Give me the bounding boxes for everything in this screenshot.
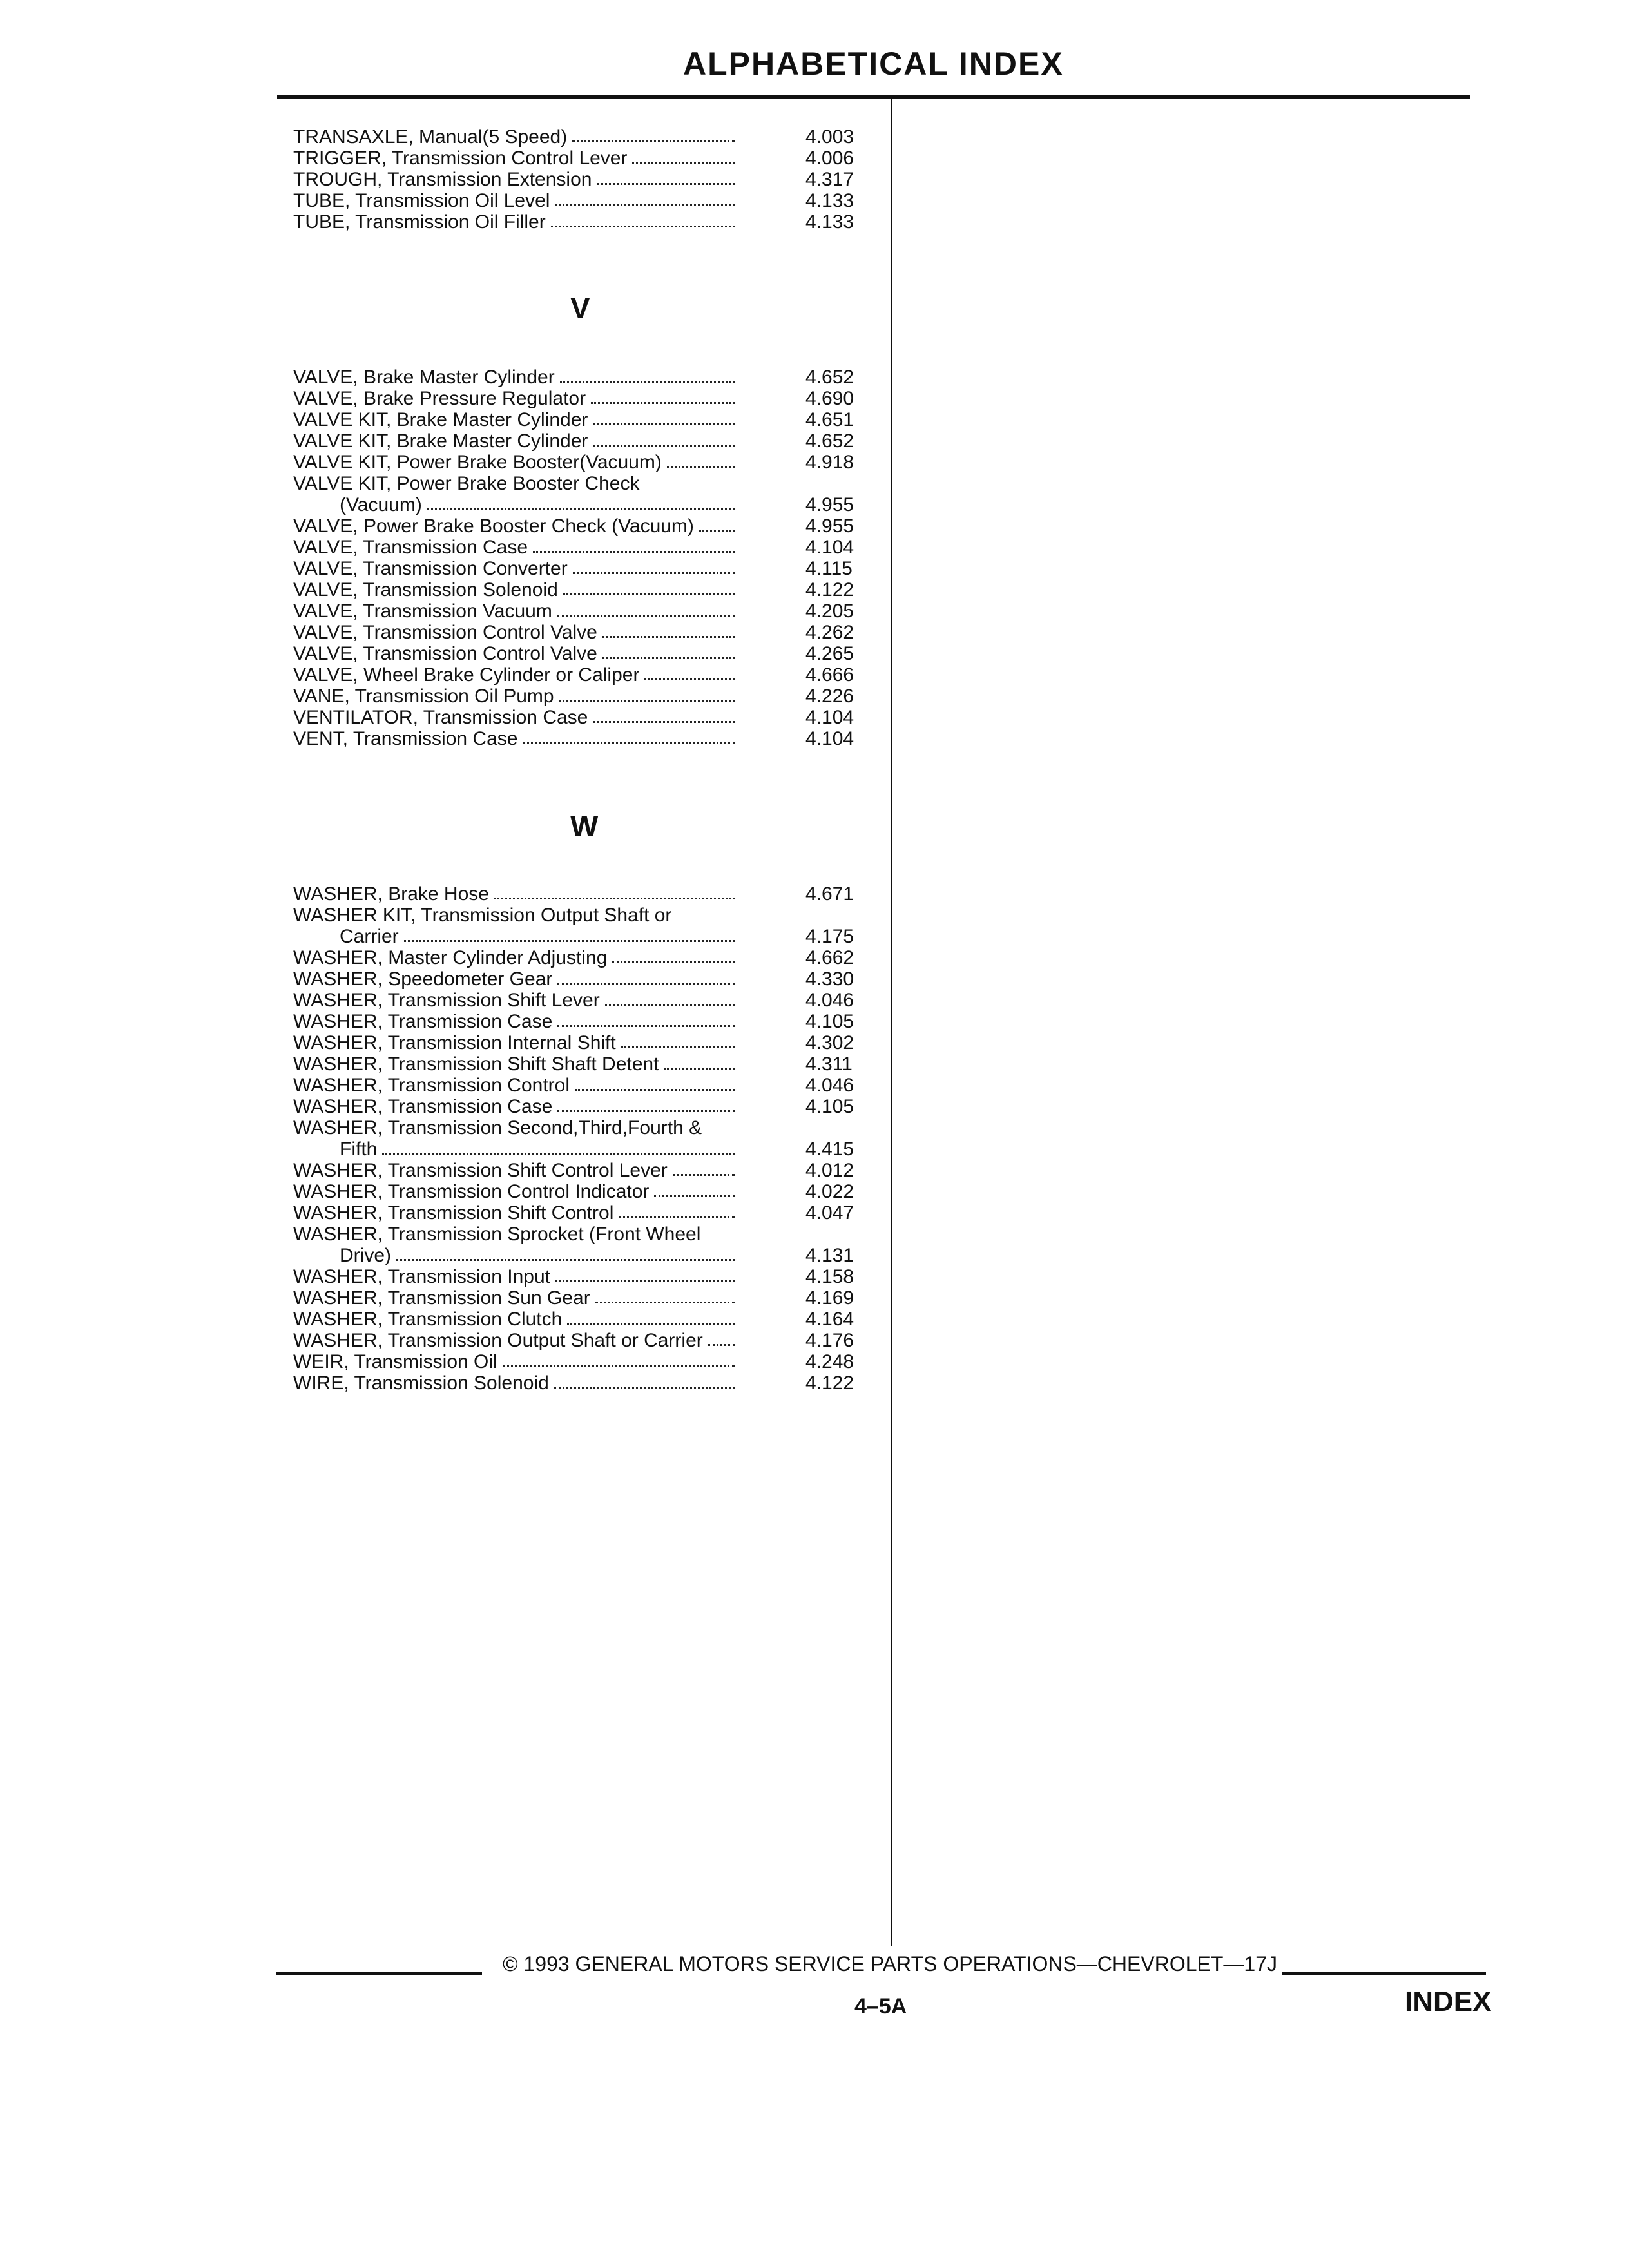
index-entry-page: 4.169 xyxy=(805,1287,854,1309)
dot-leader xyxy=(593,423,735,425)
index-entry xyxy=(293,579,880,601)
index-entry-text: VALVE KIT, Brake Master Cylinder xyxy=(293,409,588,430)
index-entry xyxy=(293,430,880,452)
index-entry-page: 4.122 xyxy=(805,579,854,601)
index-entry-page: 4.022 xyxy=(805,1181,854,1202)
index-entry-text: VALVE, Transmission Control Valve xyxy=(293,622,597,643)
dot-leader xyxy=(593,721,735,723)
index-entry xyxy=(293,148,880,169)
index-entry-page: 4.122 xyxy=(805,1372,854,1394)
index-entry xyxy=(293,1053,880,1075)
index-entry-text: WASHER, Transmission Shift Lever xyxy=(293,990,600,1011)
dot-leader xyxy=(533,551,735,553)
dot-leader xyxy=(575,1089,735,1091)
dot-leader xyxy=(557,1110,735,1112)
index-entry xyxy=(293,1372,880,1394)
index-entry xyxy=(293,452,880,473)
index-entry-text: WASHER, Master Cylinder Adjusting xyxy=(293,947,608,968)
index-entry-text: VALVE KIT, Power Brake Booster Check xyxy=(293,473,640,494)
index-entry xyxy=(293,190,880,211)
index-entry-text: TUBE, Transmission Oil Filler xyxy=(293,211,546,233)
dot-leader xyxy=(523,742,735,744)
index-entry xyxy=(293,622,880,643)
index-entry-page: 4.164 xyxy=(805,1309,854,1330)
index-entry-text: WASHER, Speedometer Gear xyxy=(293,968,553,990)
footer-copyright: © 1993 GENERAL MOTORS SERVICE PARTS OPERATIONS—CHEVROLET—17J xyxy=(503,1952,1277,1975)
index-entry-text: TROUGH, Transmission Extension xyxy=(293,169,592,190)
index-entry xyxy=(293,1096,880,1117)
index-entry-page: 4.330 xyxy=(805,968,854,990)
index-entry xyxy=(293,558,880,579)
index-entry xyxy=(293,1160,880,1181)
index-entry-page: 4.115 xyxy=(805,558,853,579)
index-entry-page: 4.311 xyxy=(805,1053,853,1075)
dot-leader xyxy=(551,226,735,227)
column-divider xyxy=(891,97,892,1946)
dot-leader xyxy=(557,983,735,985)
dot-leader xyxy=(597,183,735,185)
index-entry-page: 4.175 xyxy=(805,926,854,947)
dot-leader xyxy=(494,898,735,899)
index-entry xyxy=(293,169,880,190)
index-entry-page: 4.105 xyxy=(805,1096,854,1117)
dot-leader xyxy=(573,572,735,574)
dot-leader xyxy=(396,1259,735,1261)
index-entry xyxy=(293,1011,880,1032)
dot-leader xyxy=(560,381,735,383)
index-entry-text: VALVE, Brake Pressure Regulator xyxy=(293,388,586,409)
index-entry xyxy=(293,1330,880,1351)
dot-leader xyxy=(555,204,735,206)
index-entry-text: WASHER, Transmission Shift Control xyxy=(293,1202,614,1224)
dot-leader xyxy=(644,678,735,680)
index-entry-page: 4.006 xyxy=(805,148,854,169)
dot-leader xyxy=(612,961,735,963)
index-entry xyxy=(293,494,880,515)
index-entry xyxy=(293,1309,880,1330)
index-entry xyxy=(293,1266,880,1287)
dot-leader xyxy=(699,530,735,532)
index-entry-text: WASHER, Transmission Shift Control Lever xyxy=(293,1160,668,1181)
index-entry xyxy=(293,1075,880,1096)
header-rule xyxy=(277,95,1470,99)
index-entry-page: 4.133 xyxy=(805,190,854,211)
index-entry xyxy=(293,1181,880,1202)
index-entry-text: WASHER, Transmission Case xyxy=(293,1011,553,1032)
index-entry-page: 4.226 xyxy=(805,686,854,707)
page-number: 4–5A xyxy=(854,1994,907,2019)
index-entry-page: 4.003 xyxy=(805,126,854,148)
dot-leader xyxy=(593,445,735,447)
index-group-w xyxy=(293,883,880,1394)
index-entry-page: 4.133 xyxy=(805,211,854,233)
dot-leader xyxy=(664,1068,735,1070)
dot-leader xyxy=(591,402,735,404)
index-entry-page: 4.131 xyxy=(805,1245,854,1266)
index-entry-text: WASHER, Transmission Second,Third,Fourth & xyxy=(293,1117,702,1139)
index-entry xyxy=(293,1351,880,1372)
index-entry xyxy=(293,643,880,664)
index-entry-page: 4.955 xyxy=(805,494,854,515)
dot-leader xyxy=(427,508,735,510)
index-entry-continuation: Fifth xyxy=(340,1139,378,1160)
dot-leader xyxy=(605,1004,735,1006)
index-entry-text: WASHER, Transmission Control xyxy=(293,1075,570,1096)
index-entry-text: VENT, Transmission Case xyxy=(293,728,518,749)
index-entry xyxy=(293,1032,880,1053)
dot-leader xyxy=(602,636,735,638)
index-entry-text: WASHER, Transmission Input xyxy=(293,1266,551,1287)
index-column xyxy=(293,126,880,1394)
index-entry-text: WASHER, Transmission Case xyxy=(293,1096,553,1117)
index-entry xyxy=(293,388,880,409)
index-entry-page: 4.415 xyxy=(805,1139,854,1160)
index-entry-text: TUBE, Transmission Oil Level xyxy=(293,190,550,211)
index-entry-text: VALVE, Transmission Converter xyxy=(293,558,568,579)
footer-rule-left xyxy=(276,1972,482,1975)
dot-leader xyxy=(667,466,735,468)
index-entry-page: 4.918 xyxy=(805,452,854,473)
index-entry xyxy=(293,968,880,990)
index-entry xyxy=(293,707,880,728)
index-entry-page: 4.690 xyxy=(805,388,854,409)
index-entry xyxy=(293,1202,880,1224)
index-entry-page: 4.666 xyxy=(805,664,854,686)
index-entry-page: 4.955 xyxy=(805,515,854,537)
index-entry-page: 4.104 xyxy=(805,707,854,728)
index-entry-page: 4.262 xyxy=(805,622,854,643)
dot-leader xyxy=(673,1174,735,1176)
index-entry-page: 4.046 xyxy=(805,990,854,1011)
index-entry xyxy=(293,1287,880,1309)
index-entry-text: VENTILATOR, Transmission Case xyxy=(293,707,588,728)
dot-leader xyxy=(503,1365,735,1367)
index-entry-continuation: Drive) xyxy=(340,1245,391,1266)
index-entry-text: VALVE, Transmission Solenoid xyxy=(293,579,558,601)
dot-leader xyxy=(621,1046,735,1048)
index-entry xyxy=(293,1245,880,1266)
index-entry-page: 4.265 xyxy=(805,643,854,664)
dot-leader xyxy=(654,1195,735,1197)
index-entry-text: TRANSAXLE, Manual(5 Speed) xyxy=(293,126,568,148)
index-entry-page: 4.652 xyxy=(805,430,854,452)
index-entry-text: VALVE, Brake Master Cylinder xyxy=(293,367,555,388)
page-title: ALPHABETICAL INDEX xyxy=(683,46,1064,82)
entry-list-t xyxy=(293,126,880,233)
index-entry-page: 4.302 xyxy=(805,1032,854,1053)
dot-leader xyxy=(708,1344,735,1346)
index-entry-page: 4.662 xyxy=(805,947,854,968)
section-label: INDEX xyxy=(1405,1986,1492,2017)
index-entry-text: WASHER, Transmission Internal Shift xyxy=(293,1032,616,1053)
footer-rule-right xyxy=(1282,1972,1486,1975)
index-entry-text: VALVE, Transmission Vacuum xyxy=(293,601,552,622)
index-entry-page: 4.104 xyxy=(805,728,854,749)
index-entry xyxy=(293,601,880,622)
index-entry-page: 4.317 xyxy=(805,169,854,190)
index-entry-page: 4.176 xyxy=(805,1330,854,1351)
index-entry-page: 4.158 xyxy=(805,1266,854,1287)
index-entry xyxy=(293,211,880,233)
dot-leader xyxy=(595,1302,735,1303)
index-entry xyxy=(293,1139,880,1160)
dot-leader xyxy=(404,940,735,942)
index-entry xyxy=(293,926,880,947)
dot-leader xyxy=(619,1216,735,1218)
index-entry-page: 4.205 xyxy=(805,601,854,622)
index-entry-text: WIRE, Transmission Solenoid xyxy=(293,1372,549,1394)
index-entry-page: 4.652 xyxy=(805,367,854,388)
index-entry-page: 4.046 xyxy=(805,1075,854,1096)
section-letter-w: W xyxy=(570,809,599,843)
index-entry-text: TRIGGER, Transmission Control Lever xyxy=(293,148,628,169)
index-entry-text: WASHER, Transmission Sun Gear xyxy=(293,1287,590,1309)
index-entry-page: 4.651 xyxy=(805,409,854,430)
index-entry-text: VALVE KIT, Power Brake Booster(Vacuum) xyxy=(293,452,662,473)
index-entry xyxy=(293,126,880,148)
dot-leader xyxy=(382,1153,735,1155)
index-entry-text: WEIR, Transmission Oil xyxy=(293,1351,497,1372)
index-entry-text: WASHER, Brake Hose xyxy=(293,883,489,905)
index-entry xyxy=(293,409,880,430)
index-entry xyxy=(293,515,880,537)
index-entry-text: WASHER, Transmission Output Shaft or Carrier xyxy=(293,1330,703,1351)
section-letter-v: V xyxy=(570,291,590,325)
index-entry-page: 4.671 xyxy=(805,883,854,905)
index-entry xyxy=(293,947,880,968)
index-entry-text: VALVE, Wheel Brake Cylinder or Caliper xyxy=(293,664,640,686)
index-entry-text: VALVE, Transmission Control Valve xyxy=(293,643,597,664)
dot-leader xyxy=(559,700,735,702)
index-entry-text: VALVE, Transmission Case xyxy=(293,537,528,558)
index-group-t xyxy=(293,126,880,233)
entry-list-w xyxy=(293,883,880,1394)
index-entry-text: WASHER, Transmission Control Indicator xyxy=(293,1181,650,1202)
index-entry-continuation: Carrier xyxy=(340,926,399,947)
dot-leader xyxy=(555,1280,735,1282)
index-entry xyxy=(293,990,880,1011)
index-entry xyxy=(293,728,880,749)
entry-list-v xyxy=(293,367,880,749)
dot-leader xyxy=(602,657,735,659)
dot-leader xyxy=(557,615,735,617)
index-entry-text: VALVE KIT, Brake Master Cylinder xyxy=(293,430,588,452)
dot-leader xyxy=(557,1025,735,1027)
index-entry-text: WASHER, Transmission Clutch xyxy=(293,1309,563,1330)
index-entry-page: 4.012 xyxy=(805,1160,854,1181)
index-entry-text: VALVE, Power Brake Booster Check (Vacuum) xyxy=(293,515,694,537)
index-entry-text: WASHER, Transmission Shift Shaft Detent xyxy=(293,1053,659,1075)
dot-leader xyxy=(572,140,735,142)
dot-leader xyxy=(632,162,735,164)
index-entry xyxy=(293,367,880,388)
index-group-v xyxy=(293,367,880,749)
index-entry xyxy=(293,686,880,707)
index-entry-text: WASHER, Transmission Sprocket (Front Wheel xyxy=(293,1224,701,1245)
index-entry xyxy=(293,664,880,686)
dot-leader xyxy=(567,1323,735,1325)
index-entry-text: WASHER KIT, Transmission Output Shaft or xyxy=(293,905,672,926)
index-entry-page: 4.248 xyxy=(805,1351,854,1372)
index-entry-page: 4.047 xyxy=(805,1202,854,1224)
index-entry-text: VANE, Transmission Oil Pump xyxy=(293,686,554,707)
index-entry xyxy=(293,537,880,558)
index-entry-continuation: (Vacuum) xyxy=(340,494,422,515)
index-entry-page: 4.105 xyxy=(805,1011,854,1032)
dot-leader xyxy=(554,1387,735,1389)
dot-leader xyxy=(563,593,735,595)
index-entry-page: 4.104 xyxy=(805,537,854,558)
index-entry xyxy=(293,883,880,905)
